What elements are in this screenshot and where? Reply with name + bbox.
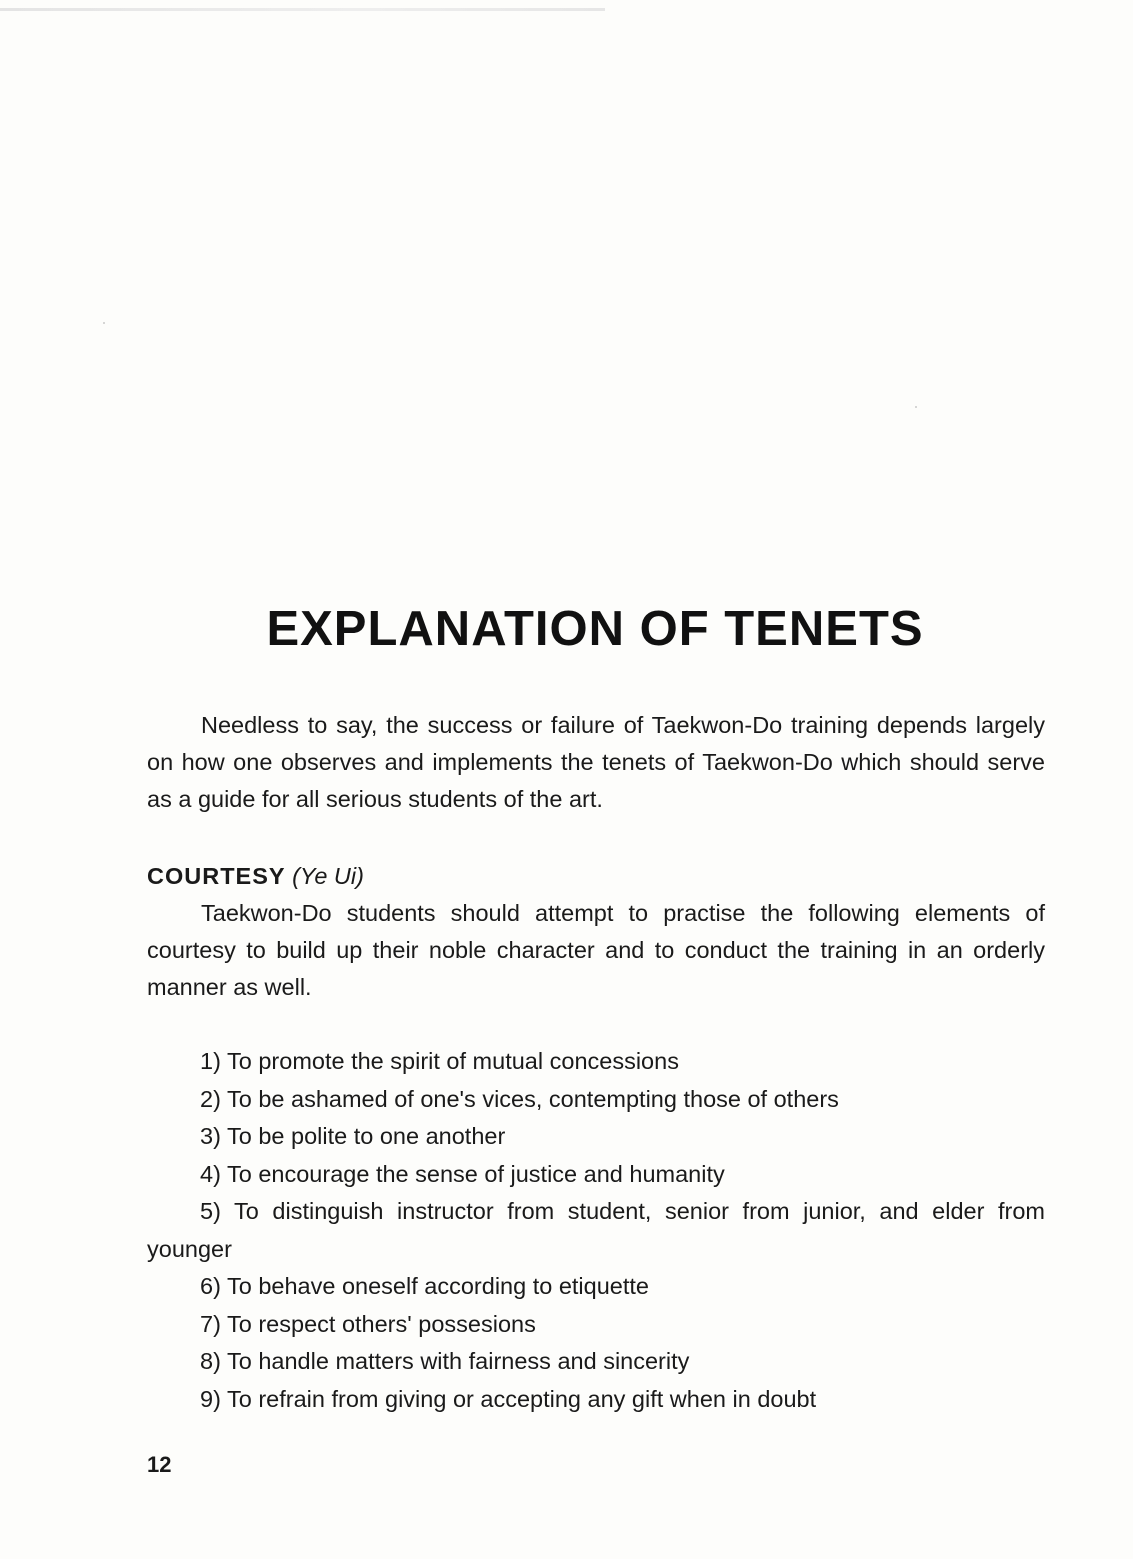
- list-item: 4) To encourage the sense of justice and humanity: [200, 1160, 725, 1187]
- intro-paragraph: [147, 707, 1045, 818]
- scan-speck: [915, 406, 917, 408]
- list-item: 3) To be polite to one another: [200, 1123, 506, 1149]
- list-item: 6) To behave oneself according to etiquette: [200, 1273, 649, 1299]
- scan-artifact-line: [0, 8, 605, 11]
- list-item: 7) To respect others' possesions: [200, 1310, 536, 1337]
- list-item: 1) To promote the spirit of mutual concessions: [200, 1048, 679, 1074]
- list-item: 8) To handle matters with fairness and sincerity: [200, 1348, 690, 1374]
- page-title: EXPLANATION OF TENETS: [266, 601, 924, 656]
- list-item: 9) To refrain from giving or accepting any gift when in doubt: [200, 1385, 817, 1412]
- section-heading-word: COURTESY: [147, 863, 286, 889]
- section-heading: [147, 858, 364, 895]
- list-item: 2) To be ashamed of one's vices, contempting those of others: [200, 1085, 839, 1112]
- page-number: 12: [147, 1452, 172, 1477]
- section-body-text: Taekwon-Do students should attempt to practise the following elements of courtesy to build up their noble character and to conduct the training in an orderly manner as well.: [147, 900, 1045, 1000]
- list-item: 5) To distinguish instructor from student, senior from junior, and elder from younger: [147, 1198, 1045, 1262]
- courtesy-list: [147, 1043, 1045, 1418]
- scan-speck: [103, 322, 105, 324]
- intro-text: Needless to say, the success or failure of Taekwon-Do training depends largely on how one observes and implements the tenets of Taekwon-Do which should serve as a guide for all serious students of the art.: [147, 712, 1045, 812]
- section-body-paragraph: [147, 895, 1045, 1006]
- section-heading-subtitle: (Ye Ui): [292, 863, 364, 889]
